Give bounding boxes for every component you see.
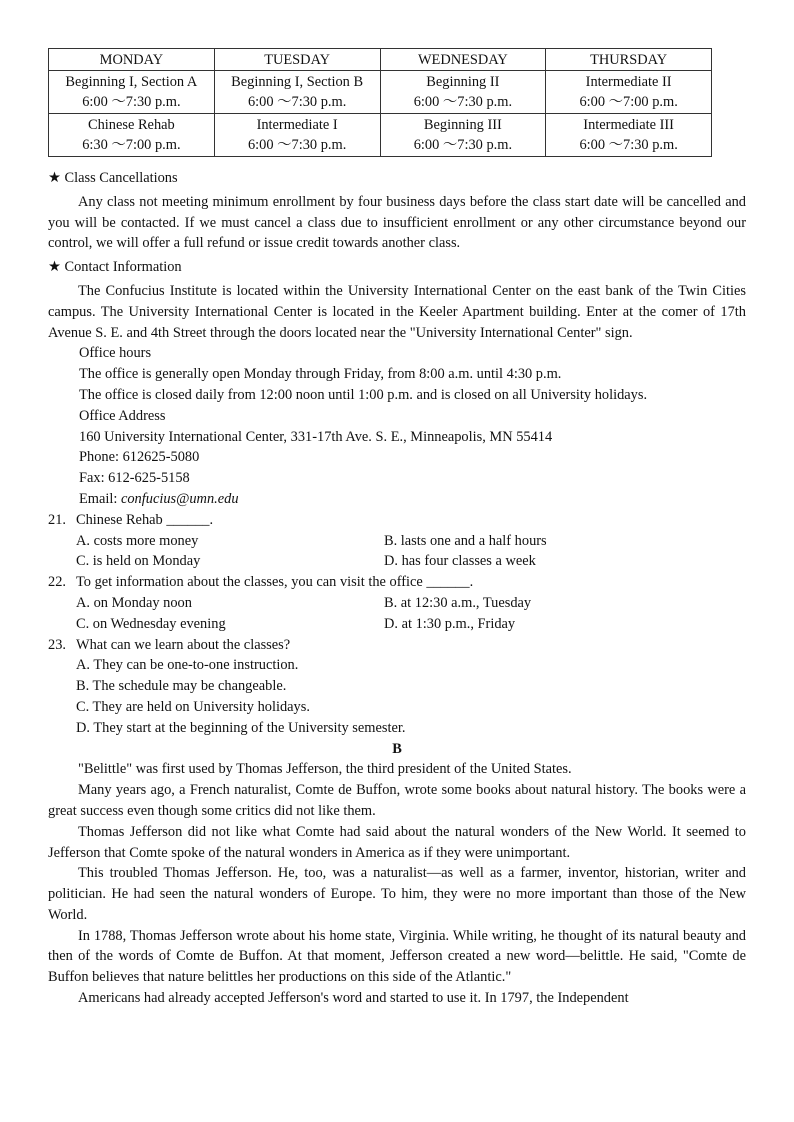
option-c: C. is held on Monday [76,553,201,570]
schedule-row [49,114,712,157]
question-number: 22. [48,574,66,591]
cancellations-text: Any class not meeting minimum enrollment by four business days before the class start date will be cancelled and you will be contacted. If we must cancel a class due to insufficient enrollment or any other circumstance beyond our control, we will offer a full refund or issue credit towards another class. [48,193,746,252]
document-body [48,168,746,1009]
schedule-cell [49,71,215,114]
class-name: Chinese Rehab [88,117,175,133]
passage-paragraph: Thomas Jefferson did not like what Comte had said about the natural wonders of the New World. It seemed to Jefferson that Comte spoke of the natural wonders in America as if they were unimportant. [48,823,746,861]
question-21 [48,510,746,572]
passage-paragraph: Many years ago, a French naturalist, Comte de Buffon, wrote some books about natural history. The books were a great success even though some critics did not like them. [48,782,746,819]
question-stem [48,510,746,531]
section-b-label: B [392,740,402,757]
office-phone: Phone: 612625-5080 [79,449,200,466]
class-time: 6:30 ～7:00 p.m. [82,137,181,153]
option-b: B. The schedule may be changeable. [76,678,287,695]
option-a: A. They can be one-to-one instruction. [76,657,299,674]
option-d: D. They start at the beginning of the University semester. [76,719,406,736]
schedule-cell [546,114,712,157]
header-tuesday: TUESDAY [214,49,380,71]
office-hours-line: The office is closed daily from 12:00 noon until 1:00 p.m. and is closed on all University holidays. [79,386,648,403]
email-label: Email: [79,490,121,507]
option-a: A. costs more money [76,532,199,549]
class-name: Beginning III [423,117,502,133]
office-address: 160 University International Center, 331-17th Ave. S. E., Minneapolis, MN 55414 [79,428,553,445]
class-name: Beginning I, Section A [65,74,198,90]
option-c: C. They are held on University holidays. [76,698,310,715]
cancellations-heading: ★ Class Cancellations [48,170,178,186]
schedule-cell [380,114,546,157]
office-email-line [48,489,746,510]
class-time: 6:00 ～7:30 p.m. [82,94,181,110]
option-c: C. on Wednesday evening [76,615,226,632]
passage-paragraph: Americans had already accepted Jefferson's word and started to use it. In 1797, the Independent [78,990,629,1007]
option-a: A. on Monday noon [76,594,192,611]
question-23 [48,635,746,739]
question-number: 21. [48,511,66,528]
question-stem [48,572,746,593]
passage-paragraph: This troubled Thomas Jefferson. He, too, was a naturalist—as well as a farmer, inventor, historian, writer and politician. He had seen the natural wonders of Europe. To him, they were no more important than those of the New World. [48,865,746,923]
class-time: 6:00 ～7:30 p.m. [413,94,513,110]
question-options [48,531,746,573]
question-text: Chinese Rehab ______. [76,511,214,528]
option-d: D. at 1:30 p.m., Friday [384,615,516,632]
question-text: What can we learn about the classes? [76,636,291,653]
schedule-header-row [49,49,712,71]
contact-heading: ★ Contact Information [48,259,182,276]
contact-text: The Confucius Institute is located within the University International Center on the east bank of the Twin Cities campus. The University International Center is located in the Keeler Apartment building. Enter at the comer of 17th Avenue S. E. and 4th Street through the doors located near the "University International Center" sign. [48,282,746,341]
class-name: Beginning II [426,74,500,90]
schedule-cell [546,71,712,114]
class-time: 6:00 ～7:30 p.m. [579,137,678,153]
schedule-cell [214,114,380,157]
class-time: 6:00 ～7:00 p.m. [579,94,678,110]
option-b: B. lasts one and a half hours [384,532,547,549]
class-name: Beginning I, Section B [231,74,364,90]
class-time: 6:00 ～7:30 p.m. [247,94,347,110]
header-thursday: THURSDAY [546,49,712,71]
office-hours-line: The office is generally open Monday through Friday, from 8:00 a.m. until 4:30 p.m. [79,366,562,383]
option-b: B. at 12:30 a.m., Tuesday [384,594,532,611]
class-name: Intermediate II [585,74,672,90]
class-time: 6:00 ～7:30 p.m. [247,137,347,153]
email-address: confucius@umn.edu [120,490,239,507]
header-monday: MONDAY [49,49,215,71]
schedule-cell [49,114,215,157]
question-options [48,593,746,635]
schedule-cell [214,71,380,114]
question-22 [48,572,746,634]
office-fax: Fax: 612-625-5158 [79,470,190,487]
schedule-row [49,71,712,114]
question-number: 23. [48,636,66,653]
question-stem [48,635,746,656]
class-name: Intermediate I [256,117,338,133]
class-schedule-table [48,48,712,157]
schedule-cell [380,71,546,114]
passage-paragraph: In 1788, Thomas Jefferson wrote about his home state, Virginia. While writing, he thought of its natural beauty and then of the words of Comte de Buffon. At that moment, Jefferson created a new word—belittle. He said, "Comte de Buffon believes that nature belittles her productions on this side of the Atlantic." [48,927,746,986]
class-name: Intermediate III [583,117,674,133]
header-wednesday: WEDNESDAY [380,49,546,71]
class-time: 6:00 ～7:30 p.m. [413,137,513,153]
question-text: To get information about the classes, you can visit the office ______. [76,574,474,591]
office-address-label: Office Address [79,407,166,424]
option-d: D. has four classes a week [384,553,536,570]
passage-paragraph: "Belittle" was first used by Thomas Jefferson, the third president of the United States. [78,761,572,778]
office-hours-label: Office hours [79,345,152,362]
